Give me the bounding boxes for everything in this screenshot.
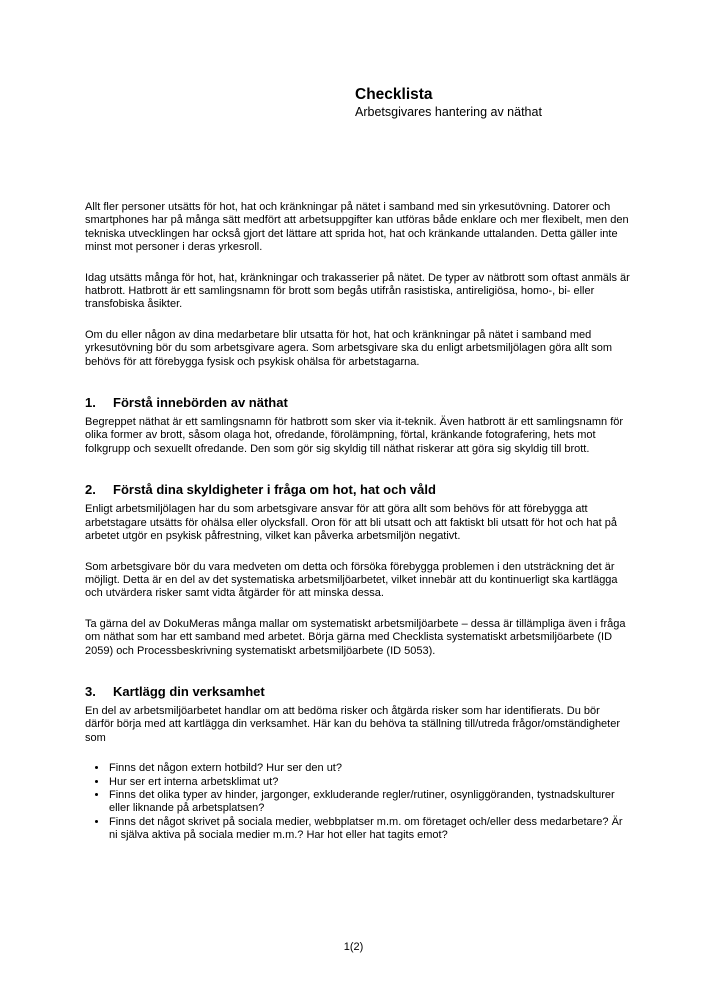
body-paragraph: Ta gärna del av DokuMeras många mallar om systematiskt arbetsmiljöarbete – dessa är tillämpliga även i fråga om näthat som har ett samband med arbetet. Börja gärna med Checklista systematiskt arbetsmiljöarbete (ID 2059) och Processbeskrivning systematiskt arbetsmiljöarbete (ID 5053). (85, 617, 626, 657)
section-heading-1 (85, 395, 630, 411)
intro-paragraph: Om du eller någon av dina medarbetare blir utsatta för hot, hat och kränkningar på nätet i samband med yrkesutövning bör du som arbetsgivare agera. Som arbetsgivare ska du enligt arbetsmiljölagen göra allt som behövs för att förebygga fysisk och psykisk ohälsa för arbetstagarna. (85, 328, 613, 368)
bullet-item: • Finns det någon extern hotbild? Hur ser den ut? (108, 762, 630, 775)
page-title: Checklista (355, 86, 433, 103)
body-paragraph: En del av arbetsmiljöarbetet handlar om att bedöma risker och åtgärda risker som har identifierats. Du bör därför börja med att kartlägga din verksamhet. Här kan du behöva ta ställning till/utreda frågor/omständigheter som (85, 704, 621, 744)
bullet-list (85, 762, 630, 842)
bullet-item: • Hur ser ert interna arbetsklimat ut? (108, 776, 630, 789)
section-number: 1. (85, 395, 96, 411)
page-footer: 1(2) (343, 941, 364, 953)
page-subtitle: Arbetsgivares hantering av näthat (355, 105, 542, 119)
bullet-item: • Finns det något skrivet på sociala medier, webbplatser m.m. om företaget och/eller dess medarbetare? Är ni själva aktiva på sociala medier m.m.? Har hot eller hat tagits emot? (108, 816, 630, 843)
section-heading-text: Kartlägg din verksamhet (113, 683, 265, 699)
section-heading-text: Förstå innebörden av näthat (113, 395, 288, 411)
section-heading-2 (85, 482, 630, 498)
body-paragraph: Som arbetsgivare bör du vara medveten om detta och försöka förebygga problemen i den utsträckning det är möjligt. Detta är en del av det systematiska arbetsmiljöarbetet, vilket innebär att du kontinuerligt ska kartlägga och utvärdera risker samt vidta åtgärder för att minska dessa. (85, 560, 618, 600)
section-heading-text: Förstå dina skyldigheter i fråga om hot, hat och våld (113, 482, 436, 498)
body-paragraph: Enligt arbetsmiljölagen har du som arbetsgivare ansvar för att göra allt som behövs för att förebygga att arbetstagare utsätts för ohälsa eller olycksfall. Oron för att bli utsatt och att faktiskt bli utsatt för hot och hat på arbetet utgör en psykisk påfrestning, vilket kan påverka arbetsmiljön negativt. (85, 503, 617, 543)
intro-paragraph: Idag utsätts många för hot, hat, kränkningar och trakasserier på nätet. De typer av nätbrott som oftast anmäls är hatbrott. Hatbrott är ett samlingsnamn för brott som begås utifrån rasistiska, antireligiösa, homo-, bi- eller transfobiska åsikter. (85, 271, 630, 311)
document-body (85, 201, 630, 843)
section-number: 2. (85, 482, 96, 498)
section-number: 3. (85, 683, 96, 699)
body-paragraph: Begreppet näthat är ett samlingsnamn för hatbrott som sker via it-teknik. Även hatbrott är ett samlingsnamn för olika former av brott, såsom olaga hot, ofredande, förolämpning, förtal, kränkande fotografering, hets mot folkgrupp och sexuellt ofredande. Den som gör sig skyldig till näthat riskerar att göra sig skyldig till brott. (85, 416, 624, 455)
section-heading-3 (85, 684, 630, 700)
bullet-item: • Finns det olika typer av hinder, jargonger, exkluderande regler/rutiner, osynliggöranden, tystnadskulturer eller liknande på arbetsplatsen? (108, 789, 630, 816)
document-header (355, 85, 542, 120)
intro-paragraph: Allt fler personer utsätts för hot, hat och kränkningar på nätet i samband med sin yrkesutövning. Datorer och smartphones har på många sätt medfört att arbetsuppgifter kan utföras både enklare och mer flexibelt, men den tekniska utvecklingen har också gjort det lättare att sprida hot, hat och kränkande uttalanden. Detta gäller inte minst mot personer i deras yrkesroll. (85, 201, 629, 254)
